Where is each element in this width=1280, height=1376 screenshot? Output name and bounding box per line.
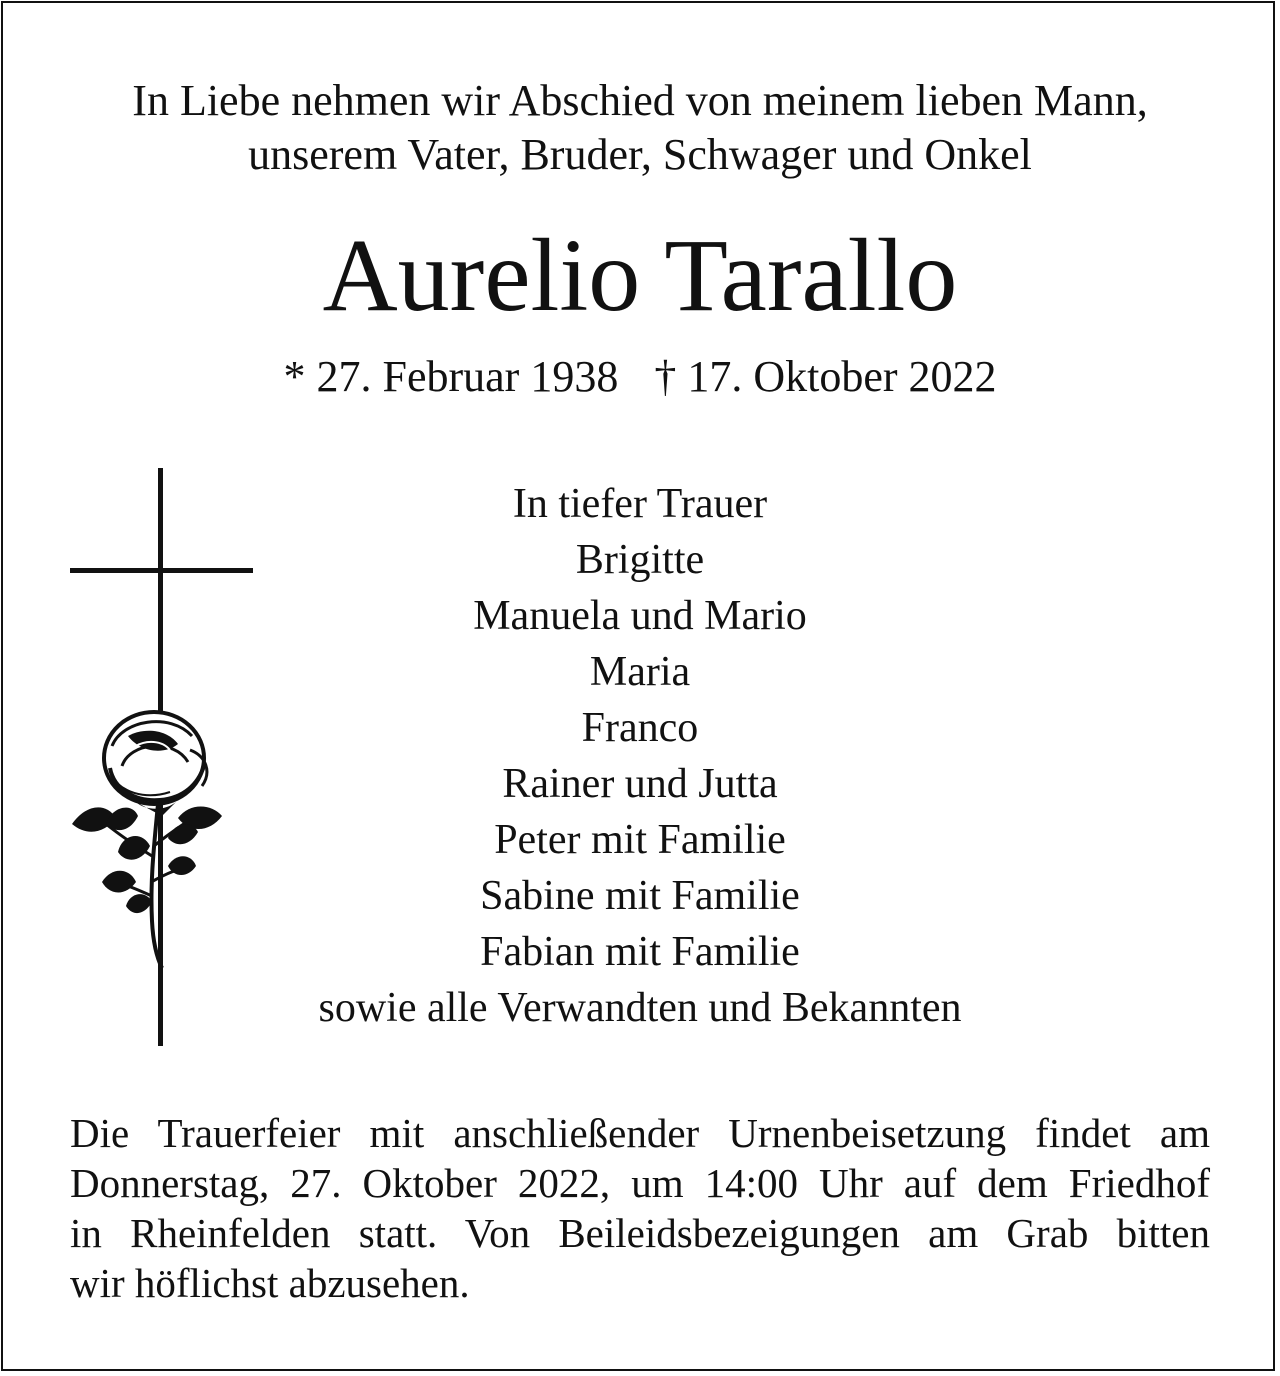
deceased-name: Aurelio Tarallo xyxy=(322,218,958,333)
mourner-name: Peter mit Familie xyxy=(494,817,786,863)
notice-line: wir höflichst abzusehen. xyxy=(70,1260,470,1306)
birth-date: * 27. Februar 1938 xyxy=(283,352,619,401)
mourner-name: Maria xyxy=(589,649,691,695)
notice-line: Donnerstag, 27. Oktober 2022, um 14:00 Uhr auf dem Friedhof xyxy=(70,1160,1210,1206)
life-dates xyxy=(0,350,1280,404)
notice-line: in Rheinfelden statt. Von Beileidsbezeigungen am Grab bitten xyxy=(70,1210,1210,1256)
mourner-name: Fabian mit Familie xyxy=(480,929,800,975)
mourner-name: Brigitte xyxy=(575,537,705,583)
death-date: † 17. Oktober 2022 xyxy=(654,352,997,401)
mourner-name: sowie alle Verwandten und Bekannten xyxy=(318,985,962,1031)
mourner-name: Manuela und Mario xyxy=(473,593,807,639)
mourner-name: Franco xyxy=(581,705,699,751)
funeral-notice xyxy=(70,1108,1210,1308)
mourners-heading: In tiefer Trauer xyxy=(512,481,768,527)
mourner-name: Rainer und Jutta xyxy=(502,761,778,807)
mourner-name: Sabine mit Familie xyxy=(480,873,800,919)
intro-text xyxy=(0,74,1280,182)
notice-line: Die Trauerfeier mit anschließender Urnenbeisetzung findet am xyxy=(70,1110,1210,1156)
mourners-list xyxy=(0,476,1280,1036)
intro-line-1: In Liebe nehmen wir Abschied von meinem lieben Mann, xyxy=(132,76,1148,125)
intro-line-2: unserem Vater, Bruder, Schwager und Onkel xyxy=(248,130,1032,179)
